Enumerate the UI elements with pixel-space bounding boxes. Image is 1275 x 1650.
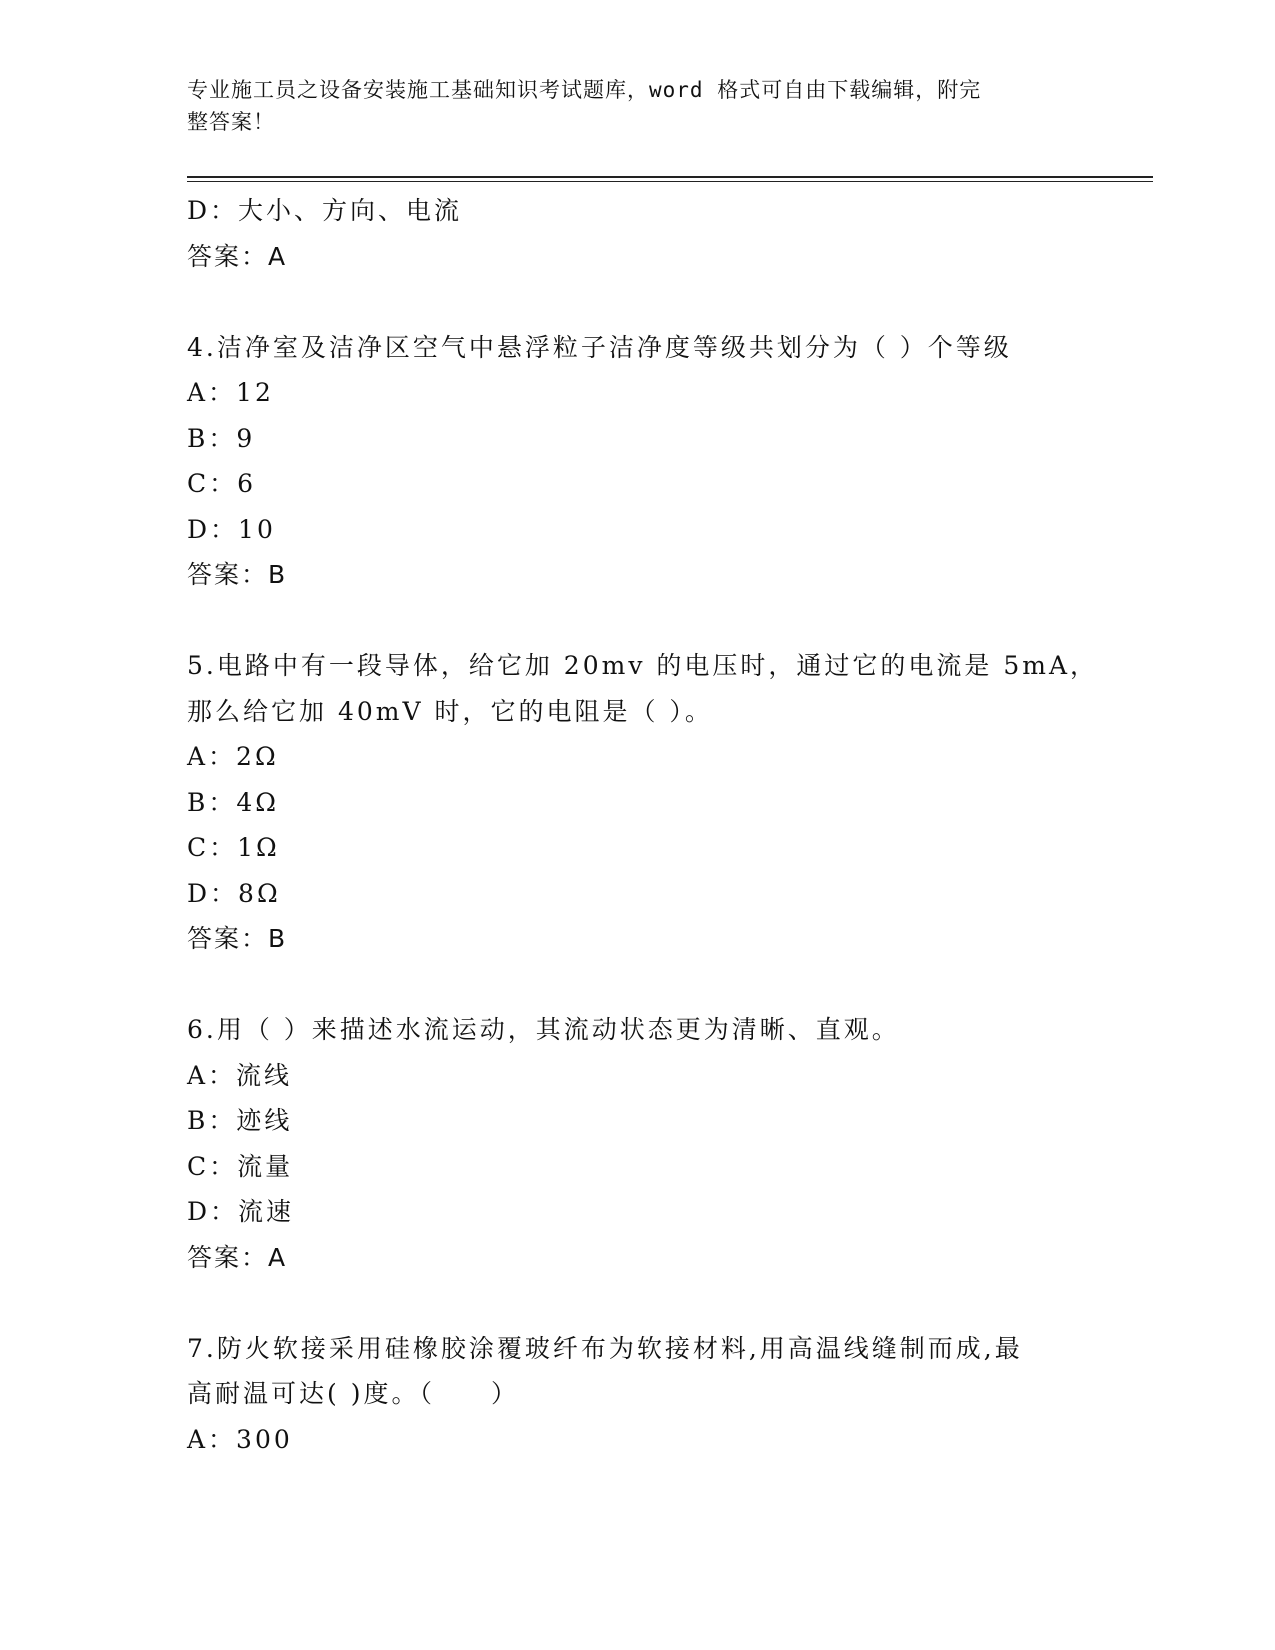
question-6-option-c: C：流量 bbox=[187, 1151, 294, 1181]
question-7-option-a: A：300 bbox=[187, 1424, 293, 1454]
prev-answer: 答案：A bbox=[187, 241, 288, 271]
header-divider-thick bbox=[187, 176, 1153, 178]
question-6-option-a: A：流线 bbox=[187, 1060, 293, 1090]
question-4-text: 4.洁净室及洁净区空气中悬浮粒子洁净度等级共划分为（ ）个等级 bbox=[187, 332, 1012, 362]
question-7-text-line-1: 7.防火软接采用硅橡胶涂覆玻纤布为软接材料,用高温线缝制而成,最 bbox=[187, 1333, 1023, 1363]
question-5-option-c: C：1Ω bbox=[187, 833, 280, 862]
spacer bbox=[187, 1280, 1147, 1326]
header-title-line-2: 整答案！ bbox=[187, 110, 275, 134]
question-7-text-line-2: 高耐温可达( )度。（ ） bbox=[187, 1379, 519, 1408]
spacer bbox=[187, 598, 1147, 644]
question-5-option-d: D：8Ω bbox=[187, 878, 281, 908]
spacer bbox=[187, 962, 1147, 1008]
question-6-option-d: D：流速 bbox=[187, 1197, 295, 1226]
question-4-answer: 答案：B bbox=[187, 560, 288, 589]
question-4-option-a: A：12 bbox=[187, 378, 274, 407]
prev-option-d: D：大小、方向、电流 bbox=[187, 196, 463, 225]
question-4-option-d: D：10 bbox=[187, 514, 276, 544]
spacer bbox=[187, 279, 1147, 325]
document-header bbox=[187, 74, 1067, 138]
question-4-option-c: C：6 bbox=[187, 469, 257, 498]
question-4-option-b: B：9 bbox=[187, 423, 256, 453]
header-title-line-1: 专业施工员之设备安装施工基础知识考试题库，word 格式可自由下载编辑，附完 bbox=[187, 78, 982, 102]
question-5-text-line-2: 那么给它加 40mV 时，它的电阻是（ ）。 bbox=[187, 696, 713, 726]
question-6-text: 6.用（ ）来描述水流运动，其流动状态更为清晰、直观。 bbox=[187, 1015, 900, 1044]
question-list bbox=[187, 188, 1147, 1462]
question-5-text-line-1: 5.电路中有一段导体，给它加 20mv 的电压时，通过它的电流是 5mA， bbox=[187, 651, 1099, 680]
question-5-answer: 答案：B bbox=[187, 924, 288, 953]
header-divider-thin bbox=[187, 181, 1153, 182]
question-5-option-b: B：4Ω bbox=[187, 787, 280, 817]
question-5-option-a: A：2Ω bbox=[187, 742, 279, 771]
question-6-option-b: B：迹线 bbox=[187, 1106, 293, 1135]
question-6-answer: 答案：A bbox=[187, 1242, 288, 1272]
